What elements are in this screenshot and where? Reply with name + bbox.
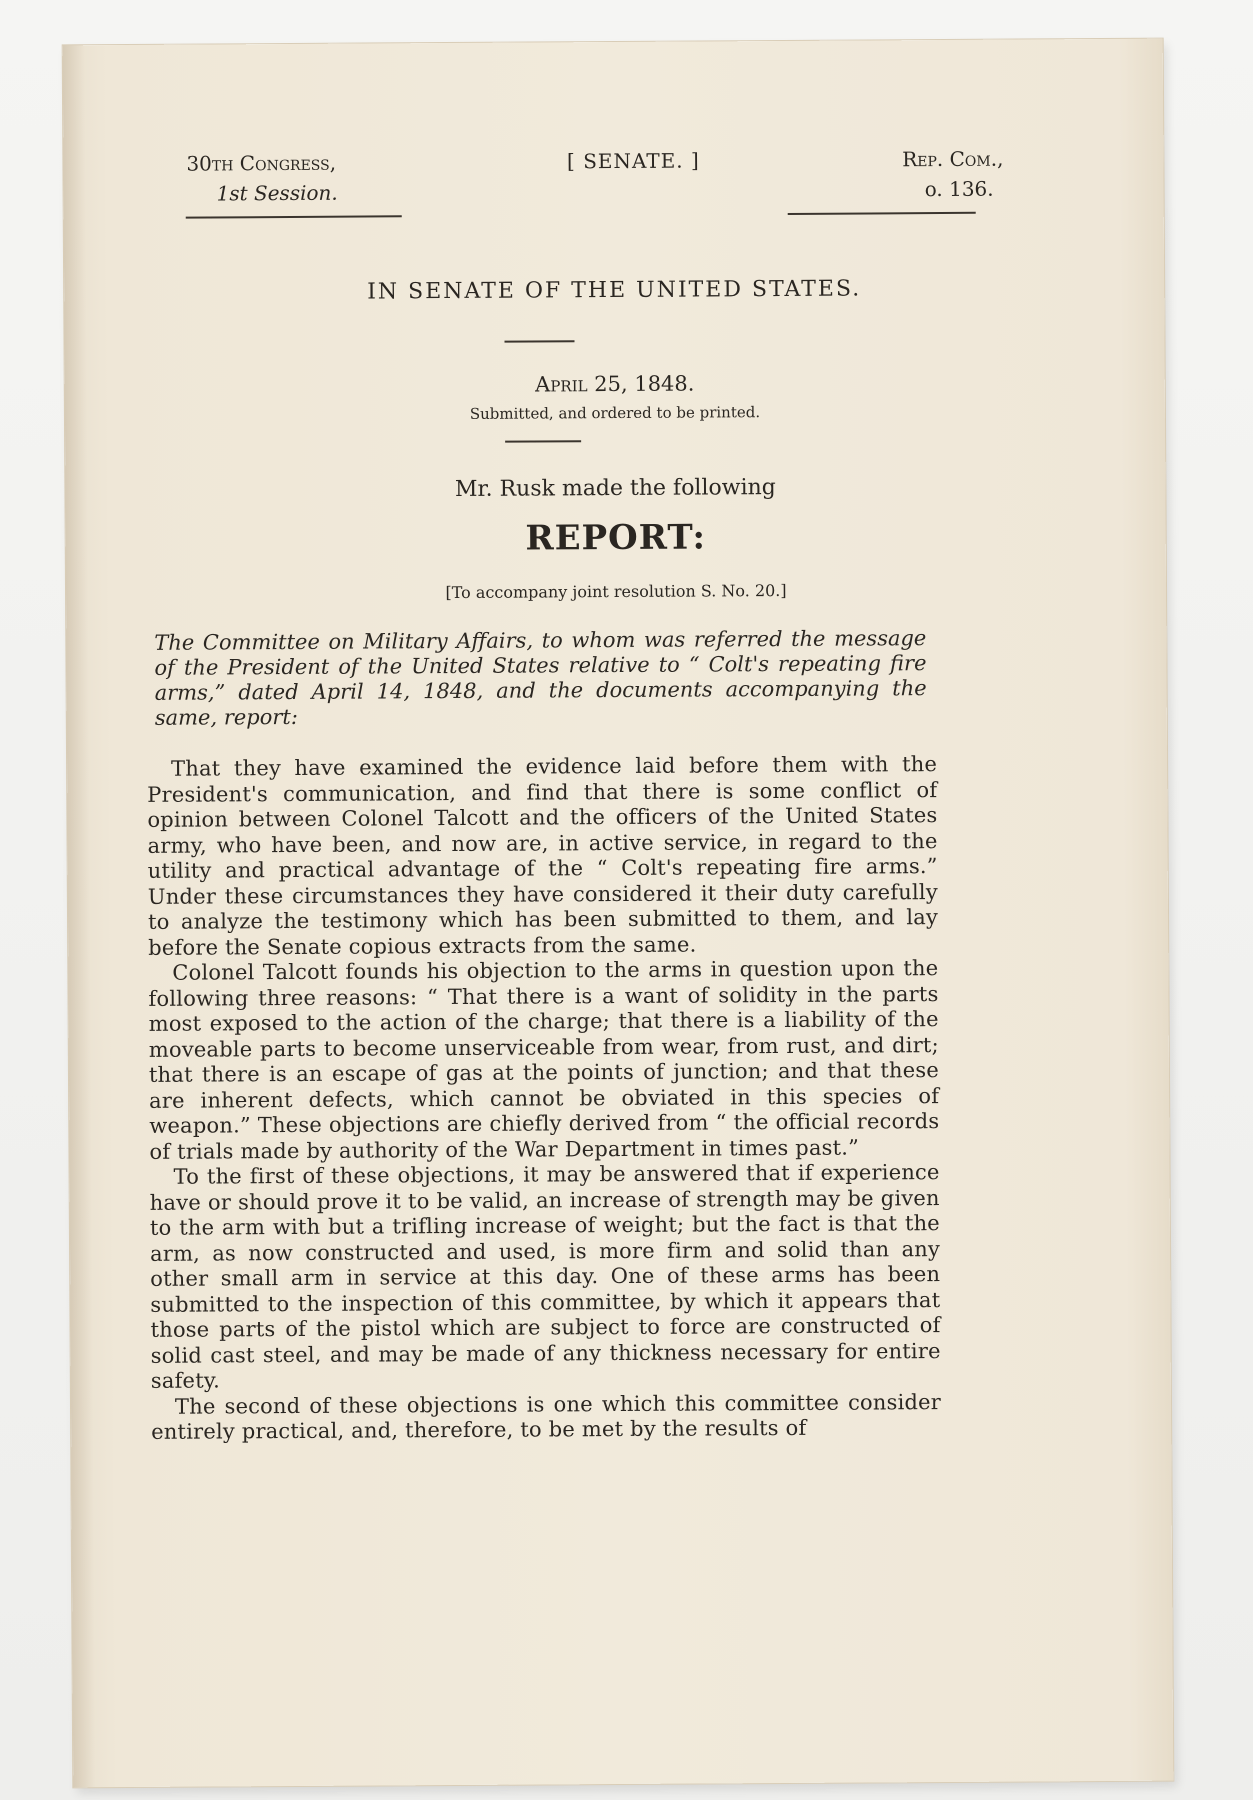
body-paragraph: That they have examined the evidence laid before them with the President's communication, and find that there is some conflict of opinion between Colonel Talcott and the officers of the United States army, who have been, and now are, in active service, in regard to the utility and practical advantage of the “ Colt's repeating fire arms.” Under these circumstances they have considered it their duty carefully to analyze the testimony which has been submitted to them, and lay before the Senate copious extracts from the same. — [147, 752, 939, 960]
congress-label: 30th Congress, — [186, 150, 337, 176]
document-page — [63, 39, 1174, 1788]
congress-session-block — [186, 147, 386, 208]
separator-rule — [505, 340, 575, 342]
report-heading: REPORT: — [525, 517, 707, 559]
report-number: o. 136. — [924, 176, 994, 202]
body-paragraph: Colonel Talcott founds his objection to the arms in question upon the following three reasons: “ That there is a want of solidity in the parts most exposed to the action of the charge; that there is a liability of the moveable parts to become unserviceable from wear, from rust, and dirt; that there is an escape of gas at the points of junction; and that these are inherent defects, which cannot be obviated in this species of weapon.” These objections are chiefly derived from “ the official records of trials made by authority of the War Department in times past.” — [148, 956, 940, 1164]
document-title: IN SENATE OF THE UNITED STATES. — [367, 276, 862, 305]
report-date: April 25, 1848. — [535, 371, 695, 397]
committee-preamble: The Committee on Military Affairs, to whom was referred the message of the President of the United States relative to “ Colt's repeating fire arms,” dated April 14, 1848, and the documents accompanying the same, report: — [154, 626, 927, 730]
made-by-line: Mr. Rusk made the following — [454, 475, 776, 502]
report-body — [147, 752, 941, 1445]
rep-com-label: Rep. Com., — [902, 146, 1004, 172]
submitted-note: Submitted, and ordered to be printed. — [469, 403, 761, 423]
body-paragraph: To the first of these objections, it may be answered that if experience have or should prove it to be valid, an increase of strength may be given to the arm with but a trifling increase of weight; but the fact is that the arm, as now constructed and used, is more firm and solid than any other small arm in service at this day. One of these arms has been submitted to the inspection of this committee, by which it appears that those parts of the pistol which are subject to force are constructed of solid cast steel, and may be made of any thickness necessary for entire safety. — [149, 1160, 941, 1393]
separator-rule — [505, 440, 581, 442]
session-label: 1st Session. — [216, 180, 338, 206]
header-rule-right — [788, 212, 976, 215]
header-rule-left — [186, 215, 402, 218]
accompany-note: [To accompany joint resolution S. No. 20.] — [445, 580, 787, 603]
report-number-block — [843, 144, 1003, 205]
chamber-label: [ SENATE. ] — [566, 148, 700, 174]
body-paragraph: The second of these objections is one which this committee consider entirely practical, and, therefore, to be met by the results of — [151, 1389, 942, 1444]
